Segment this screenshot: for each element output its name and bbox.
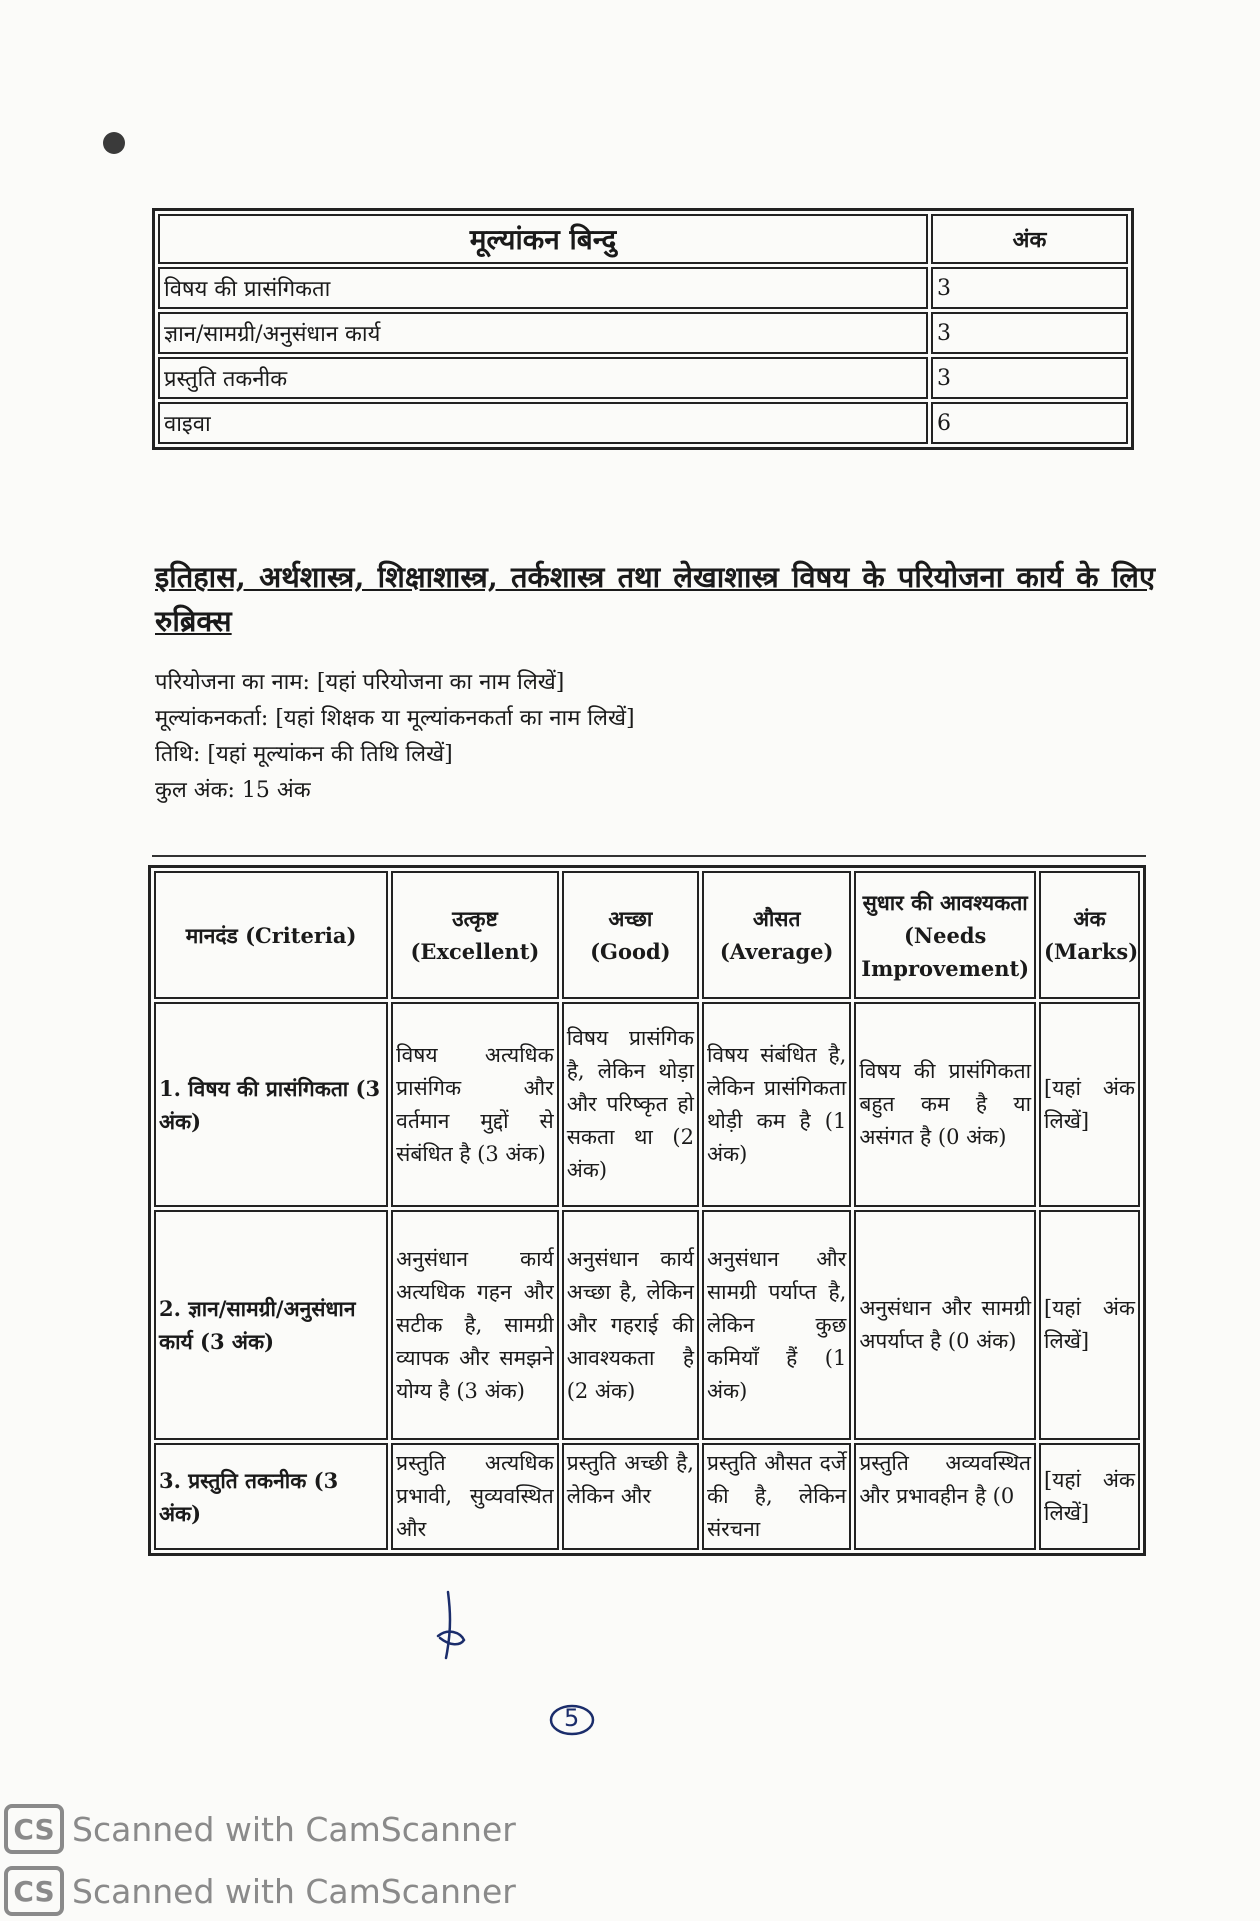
rubric-excellent: प्रस्तुति अत्यधिक प्रभावी, सुव्यवस्थित और <box>391 1443 559 1550</box>
rubric-excellent: विषय अत्यधिक प्रासंगिक और वर्तमान मुद्दों से संबंधित है (3 अंक) <box>391 1002 559 1207</box>
header-criteria: मानदंड (Criteria) <box>154 871 388 999</box>
rubric-criteria: 2. ज्ञान/सामग्री/अनुसंधान कार्य (3 अंक) <box>154 1210 388 1440</box>
score-table-row <box>158 312 1128 354</box>
rubric-good: अनुसंधान कार्य अच्छा है, लेकिन और गहराई की आवश्यकता है (2 अंक) <box>562 1210 699 1440</box>
rubric-marks: [यहां अंक लिखें] <box>1039 1210 1140 1440</box>
camscanner-logo: CS <box>4 1804 64 1854</box>
score-table-row <box>158 267 1128 309</box>
score-marks: 3 <box>931 357 1128 399</box>
page-number-value: 5 <box>564 1704 580 1732</box>
score-marks: 3 <box>931 312 1128 354</box>
evaluator-name: मूल्यांकनकर्ता: [यहां शिक्षक या मूल्यांकनकर्ता का नाम लिखें] <box>155 706 635 731</box>
rubric-row <box>154 1002 1140 1207</box>
project-name: परियोजना का नाम: [यहां परियोजना का नाम लिखें] <box>155 670 565 695</box>
camscanner-watermark <box>0 1862 516 1920</box>
score-point: प्रस्तुति तकनीक <box>158 357 928 399</box>
score-point: ज्ञान/सामग्री/अनुसंधान कार्य <box>158 312 928 354</box>
evaluation-date: तिथि: [यहां मूल्यांकन की तिथि लिखें] <box>155 742 453 767</box>
score-header-point: मूल्यांकन बिन्दु <box>158 214 928 264</box>
header-good: अच्छा (Good) <box>562 871 699 999</box>
rubric-average: प्रस्तुति औसत दर्जे की है, लेकिन संरचना <box>702 1443 851 1550</box>
rubric-row <box>154 1443 1140 1550</box>
rubric-header-row <box>154 871 1140 999</box>
rubric-marks: [यहां अंक लिखें] <box>1039 1443 1140 1550</box>
signature-initial <box>430 1588 480 1668</box>
rubric-needs-improvement: विषय की प्रासंगिकता बहुत कम है या असंगत है (0 अंक) <box>854 1002 1036 1207</box>
watermark-text: Scanned with CamScanner <box>72 1871 516 1911</box>
total-marks: कुल अंक: 15 अंक <box>155 778 311 803</box>
header-needs-improvement: सुधार की आवश्यकता (Needs Improvement) <box>854 871 1036 999</box>
rubric-average: विषय संबंधित है, लेकिन प्रासंगिकता थोड़ी कम है (1 अंक) <box>702 1002 851 1207</box>
score-marks: 3 <box>931 267 1128 309</box>
rubric-marks: [यहां अंक लिखें] <box>1039 1002 1140 1207</box>
score-point: वाइवा <box>158 402 928 444</box>
rubric-heading: इतिहास, अर्थशास्त्र, शिक्षाशास्त्र, तर्कशास्त्र तथा लेखाशास्त्र विषय के परियोजना कार्य के लिए रुब्रिक्स <box>155 560 1155 638</box>
rubric-criteria: 1. विषय की प्रासंगिकता (3 अंक) <box>154 1002 388 1207</box>
rubric-excellent: अनुसंधान कार्य अत्यधिक गहन और सटीक है, सामग्री व्यापक और समझने योग्य है (3 अंक) <box>391 1210 559 1440</box>
rubric-row <box>154 1210 1140 1440</box>
rubric-needs-improvement: प्रस्तुति अव्यवस्थित और प्रभावहीन है (0 <box>854 1443 1036 1550</box>
rubric-criteria: 3. प्रस्तुति तकनीक (3 अंक) <box>154 1443 388 1550</box>
score-table-row <box>158 357 1128 399</box>
header-excellent: उत्कृष्ट (Excellent) <box>391 871 559 999</box>
score-points-table <box>152 208 1134 450</box>
rubric-good: विषय प्रासंगिक है, लेकिन थोड़ा और परिष्कृत हो सकता था (2 अंक) <box>562 1002 699 1207</box>
watermark-text: Scanned with CamScanner <box>72 1809 516 1849</box>
rubric-good: प्रस्तुति अच्छी है, लेकिन और <box>562 1443 699 1550</box>
divider <box>152 855 1146 857</box>
header-average: औसत (Average) <box>702 871 851 999</box>
project-meta <box>155 665 1055 809</box>
score-marks: 6 <box>931 402 1128 444</box>
camscanner-watermark <box>0 1800 516 1858</box>
score-table-header <box>158 214 1128 264</box>
header-marks: अंक (Marks) <box>1039 871 1140 999</box>
rubric-table <box>148 865 1146 1556</box>
score-point: विषय की प्रासंगिकता <box>158 267 928 309</box>
score-table-row <box>158 402 1128 444</box>
rubric-needs-improvement: अनुसंधान और सामग्री अपर्याप्त है (0 अंक) <box>854 1210 1036 1440</box>
binder-hole <box>103 132 125 154</box>
score-header-marks: अंक <box>931 214 1128 264</box>
camscanner-logo: CS <box>4 1866 64 1916</box>
rubric-average: अनुसंधान और सामग्री पर्याप्त है, लेकिन कुछ कमियाँ हैं (1 अंक) <box>702 1210 851 1440</box>
page-number <box>548 1702 596 1738</box>
